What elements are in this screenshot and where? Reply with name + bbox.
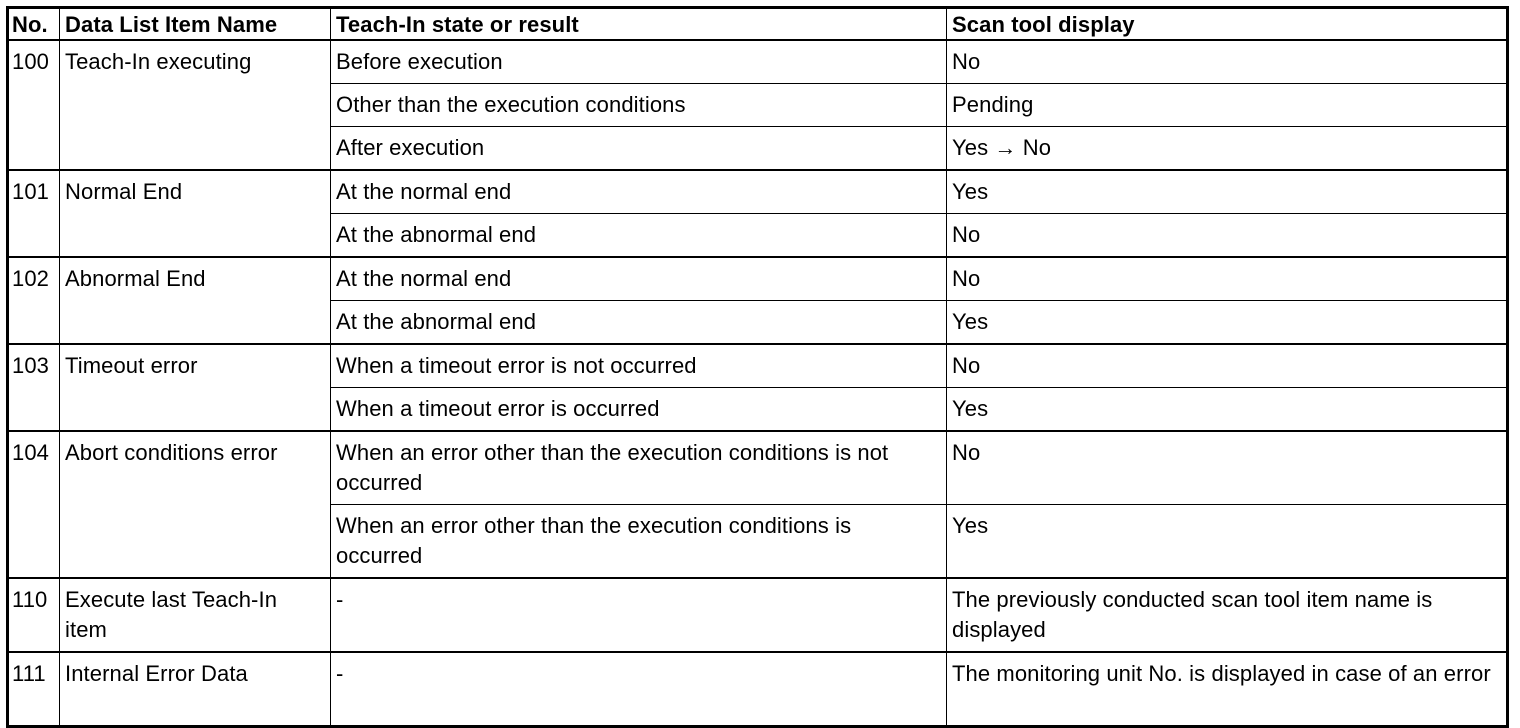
- teach-in-state: Before execution: [331, 40, 947, 84]
- scan-tool-display: Yes: [947, 505, 1508, 579]
- scan-tool-display: Yes: [947, 301, 1508, 345]
- teach-in-state: When an error other than the execution conditions is occurred: [331, 505, 947, 579]
- item-number: 104: [8, 431, 60, 578]
- scan-tool-display: No: [947, 40, 1508, 84]
- scan-tool-display: The monitoring unit No. is displayed in case of an error: [947, 652, 1508, 727]
- header-item-name: Data List Item Name: [60, 8, 331, 41]
- scan-tool-display: Yes: [947, 170, 1508, 214]
- teach-in-state: After execution: [331, 127, 947, 171]
- scan-tool-display: No: [947, 431, 1508, 505]
- table-row: [8, 257, 1508, 301]
- teach-in-state: Other than the execution conditions: [331, 84, 947, 127]
- item-name: Abnormal End: [60, 257, 331, 344]
- item-name: Timeout error: [60, 344, 331, 431]
- item-number: 110: [8, 578, 60, 652]
- teach-in-state: When a timeout error is not occurred: [331, 344, 947, 388]
- item-name: Execute last Teach-In item: [60, 578, 331, 652]
- item-number: 111: [8, 652, 60, 727]
- scan-tool-display: No: [947, 214, 1508, 258]
- table-row: [8, 431, 1508, 505]
- header-teach-in-state: Teach-In state or result: [331, 8, 947, 41]
- item-number: 101: [8, 170, 60, 257]
- teach-in-state: At the abnormal end: [331, 214, 947, 258]
- teach-in-state: At the abnormal end: [331, 301, 947, 345]
- teach-in-state: At the normal end: [331, 170, 947, 214]
- data-list-table: [6, 6, 1509, 728]
- item-number: 103: [8, 344, 60, 431]
- header-scan-tool-display: Scan tool display: [947, 8, 1508, 41]
- table-header-row: [8, 8, 1508, 41]
- header-no: No.: [8, 8, 60, 41]
- scan-tool-display: Pending: [947, 84, 1508, 127]
- table-row: [8, 344, 1508, 388]
- teach-in-state: When a timeout error is occurred: [331, 388, 947, 432]
- teach-in-state: -: [331, 578, 947, 652]
- scan-tool-display: Yes: [947, 388, 1508, 432]
- scan-tool-display: Yes → No: [947, 127, 1508, 171]
- teach-in-state: -: [331, 652, 947, 727]
- item-number: 100: [8, 40, 60, 170]
- scan-tool-display: The previously conducted scan tool item name is displayed: [947, 578, 1508, 652]
- scan-tool-display: No: [947, 344, 1508, 388]
- teach-in-state: When an error other than the execution conditions is not occurred: [331, 431, 947, 505]
- item-name: Normal End: [60, 170, 331, 257]
- table-row: [8, 40, 1508, 84]
- table-row: [8, 652, 1508, 727]
- item-name: Abort conditions error: [60, 431, 331, 578]
- scan-tool-display: No: [947, 257, 1508, 301]
- item-name: Teach-In executing: [60, 40, 331, 170]
- teach-in-state: At the normal end: [331, 257, 947, 301]
- item-name: Internal Error Data: [60, 652, 331, 727]
- data-list-table-container: [6, 6, 1509, 728]
- item-number: 102: [8, 257, 60, 344]
- table-row: [8, 578, 1508, 652]
- table-row: [8, 170, 1508, 214]
